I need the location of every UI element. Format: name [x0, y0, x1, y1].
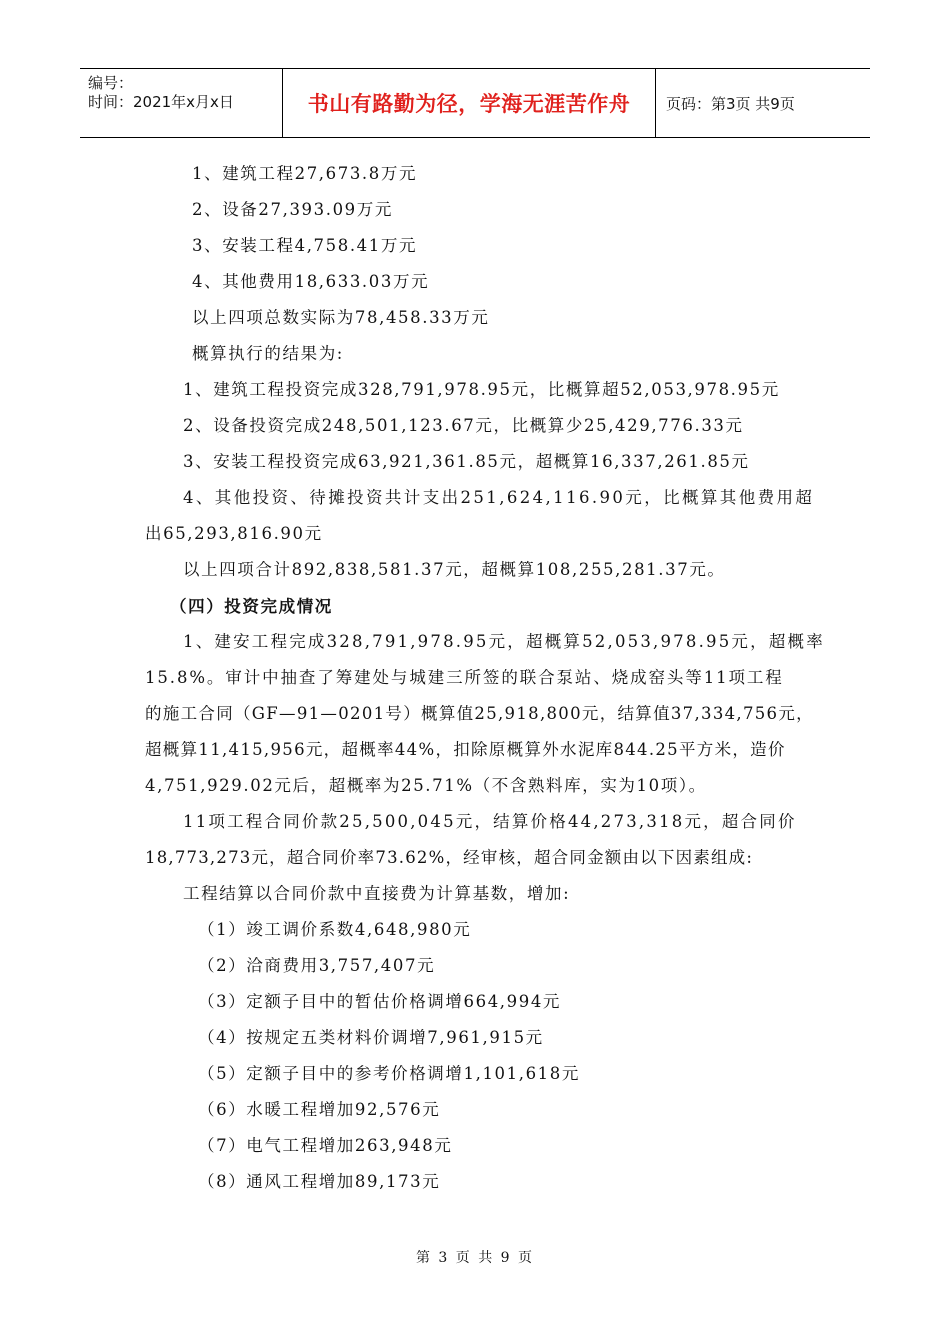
- list-item: （3）定额子目中的暂估价格调增664,994元: [198, 992, 562, 1011]
- paragraph-line: 4,751,929.02元后，超概率为25.71%（不含熟料库，实为10项）。: [145, 776, 707, 795]
- paragraph-line: 11项工程合同价款25,500,045元，结算价格44,273,318元，超合同价: [183, 812, 797, 831]
- list-item: （6）水暖工程增加92,576元: [198, 1100, 441, 1119]
- motto-text: 书山有路勤为径，学海无涯苦作舟: [307, 92, 631, 116]
- paragraph-line: 超概算11,415,956元，超概率44%，扣除原概算外水泥库844.25平方米，造价: [145, 740, 786, 759]
- header-motto-cell: [282, 69, 656, 137]
- paragraph-line: 1、建安工程完成328,791,978.95元，超概算52,053,978.95元，超概率: [183, 632, 825, 651]
- paragraph-line: 出65,293,816.90元: [145, 524, 323, 543]
- list-item: （2）洽商费用3,757,407元: [198, 956, 436, 975]
- paragraph-line: 2、设备27,393.09万元: [192, 200, 393, 219]
- paragraph-line: 概算执行的结果为:: [192, 344, 344, 363]
- page-footer: 第 3 页 共 9 页: [415, 1250, 535, 1266]
- list-item: （4）按规定五类材料价调增7,961,915元: [198, 1028, 544, 1047]
- paragraph-line: 以上四项总数实际为78,458.33万元: [192, 308, 490, 327]
- number-label: 编号：: [88, 74, 134, 92]
- header-page-cell: [666, 69, 870, 137]
- paragraph-line: 4、其他费用18,633.03万元: [192, 272, 430, 291]
- paragraph-line: 3、安装工程4,758.41万元: [192, 236, 418, 255]
- paragraph-line: 1、建筑工程27,673.8万元: [192, 164, 418, 183]
- header-meta: [80, 69, 280, 137]
- page-header: [80, 68, 870, 138]
- paragraph-line: 3、安装工程投资完成63,921,361.85元，超概算16,337,261.85元: [183, 452, 750, 471]
- paragraph-line: 1、建筑工程投资完成328,791,978.95元，比概算超52,053,978.95元: [183, 380, 780, 399]
- paragraph-line: 2、设备投资完成248,501,123.67元，比概算少25,429,776.33元: [183, 416, 744, 435]
- paragraph-line: 18,773,273元，超合同价率73.62%，经审核，超合同金额由以下因素组成:: [145, 848, 754, 867]
- paragraph-line: 以上四项合计892,838,581.37元，超概算108,255,281.37元。: [183, 560, 726, 579]
- list-item: （8）通风工程增加89,173元: [198, 1172, 441, 1191]
- time-label: 时间：2021年x月x日: [88, 93, 234, 111]
- page-number-label: 页码：第3页 共9页: [666, 94, 795, 113]
- list-item: （7）电气工程增加263,948元: [198, 1136, 453, 1155]
- list-item: （5）定额子目中的参考价格调增1,101,618元: [198, 1064, 580, 1083]
- paragraph-line: 15.8%。审计中抽查了筹建处与城建三所签的联合泵站、烧成窑头等11项工程: [145, 668, 784, 687]
- list-item: （1）竣工调价系数4,648,980元: [198, 920, 472, 939]
- paragraph-line: 工程结算以合同价款中直接费为计算基数，增加:: [183, 884, 571, 903]
- paragraph-line: 的施工合同（GF—91—0201号）概算值25,918,800元，结算值37,334,756元，: [145, 704, 814, 723]
- section-heading: （四）投资完成情况: [170, 597, 333, 616]
- paragraph-line: 4、其他投资、待摊投资共计支出251,624,116.90元，比概算其他费用超: [183, 488, 815, 507]
